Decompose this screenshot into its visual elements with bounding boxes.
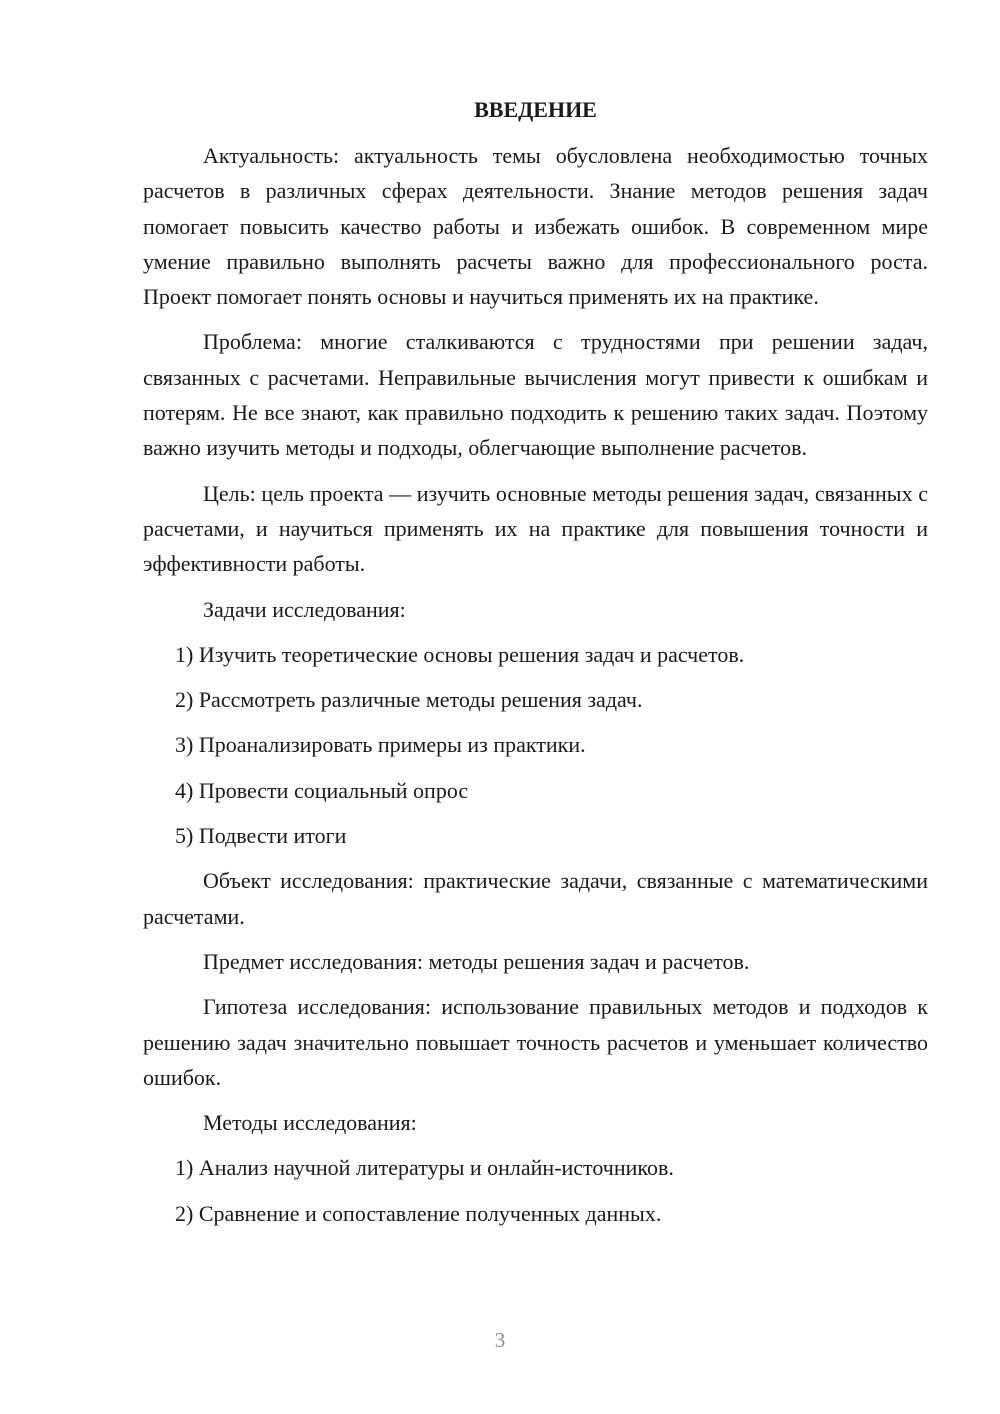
page-number: 3 [494, 1328, 506, 1352]
list-item: 1) Анализ научной литературы и онлайн-источников. [175, 1155, 674, 1181]
list-item: 4) Провести социальный опрос [175, 777, 469, 803]
problem-paragraph: Проблема: многие сталкиваются с трудностями при решении задач, связанных с расчетами. Неправильные вычисления могут привести к ошибкам и потерям. Не все знают, как правильно подходить к решению таких задач. Поэтому важно изучить методы и подходы, облегчающие выполнение расчетов. [143, 329, 928, 461]
methods-label: Методы исследования: [203, 1110, 417, 1136]
document-page [143, 92, 928, 1241]
tasks-label: Задачи исследования: [203, 596, 406, 622]
list-item: 3) Проанализировать примеры из практики. [175, 732, 586, 758]
section-title: ВВЕДЕНИЕ [474, 97, 597, 122]
list-item: 2) Рассмотреть различные методы решения задач. [175, 687, 643, 713]
list-item: 2) Сравнение и сопоставление полученных данных. [175, 1200, 662, 1226]
methods-list [143, 1150, 928, 1231]
relevance-paragraph: Актуальность: актуальность темы обусловлена необходимостью точных расчетов в различных сферах деятельности. Знание методов решения задач помогает повысить качество работы и избежать ошибок. В современном мире умение правильно выполнять расчеты важно для профессионального роста. Проект помогает понять основы и научиться применять их на практике. [143, 143, 928, 310]
tasks-list [143, 637, 928, 853]
goal-paragraph: Цель: цель проекта — изучить основные методы решения задач, связанных с расчетами, и научиться применять их на практике для повышения точности и эффективности работы. [143, 480, 928, 577]
list-item: 1) Изучить теоретические основы решения задач и расчетов. [175, 641, 745, 667]
subject-paragraph: Предмет исследования: методы решения задач и расчетов. [203, 948, 750, 974]
list-item: 5) Подвести итоги [175, 823, 347, 849]
object-paragraph: Объект исследования: практические задачи, связанные с математическими расчетами. [143, 868, 928, 929]
hypothesis-paragraph: Гипотеза исследования: использование правильных методов и подходов к решению задач значительно повышает точность расчетов и уменьшает количество ошибок. [143, 994, 928, 1090]
